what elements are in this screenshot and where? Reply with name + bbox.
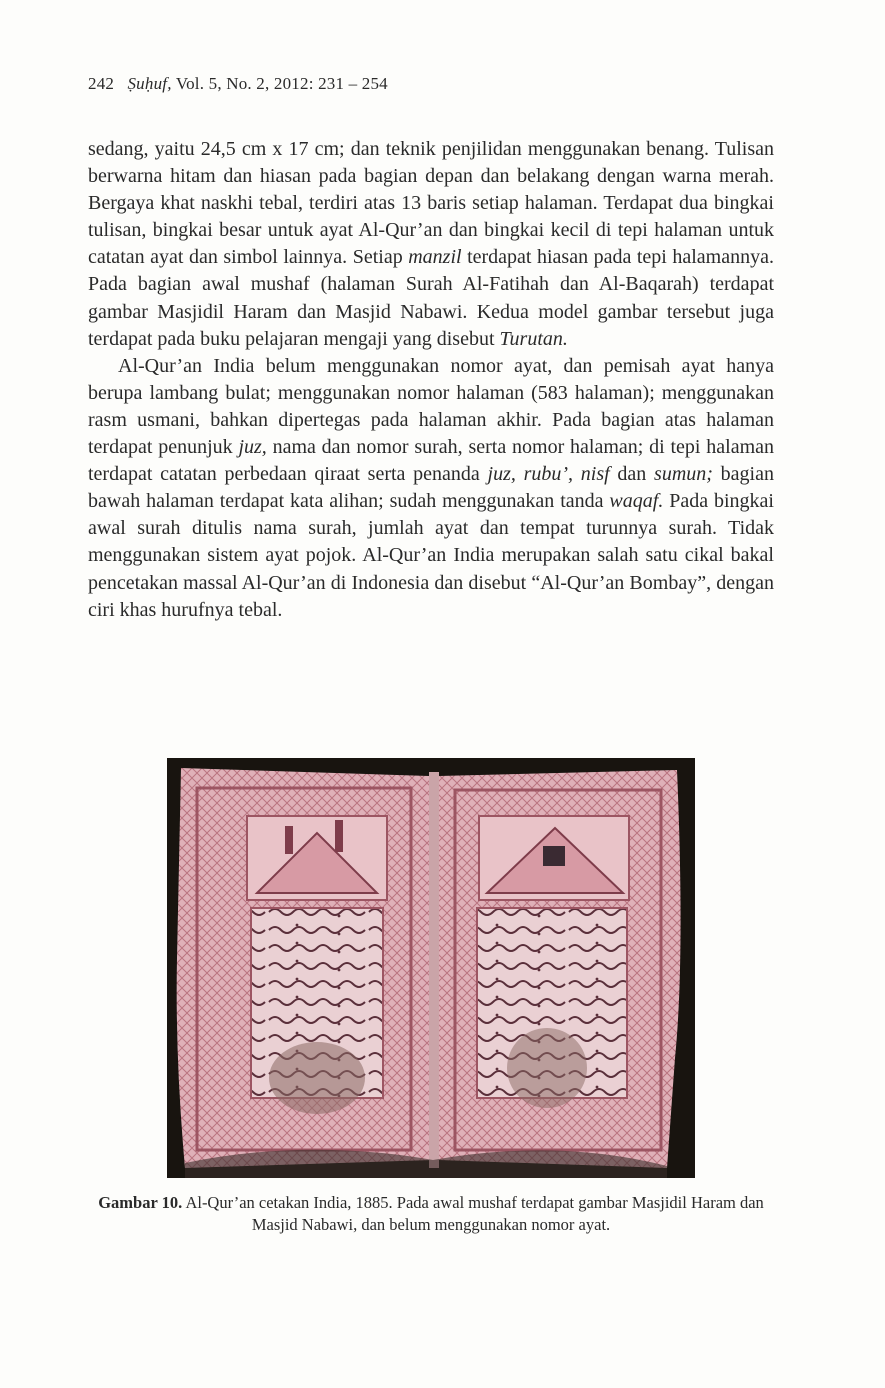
italic-term: waqaf. bbox=[609, 490, 664, 513]
text-run: nama dan nomor surah, serta nomor halaman; di tepi halaman terdapat catatan perbedaan qiraat serta penanda bbox=[88, 436, 774, 486]
text-run: sedang, yaitu 24,5 cm x 17 cm; dan teknik penjilidan menggunakan benang. Tulisan berwarna hitam dan hiasan pada bagian depan dan belakang dengan warna merah. Bergaya khat naskhi tebal, terdiri atas 13 baris setiap halaman. Terdapat dua bingkai tulisan, bingkai besar untuk ayat Al-Qur’an dan bingkai kecil di tepi halaman untuk catatan ayat dan simbol lainnya. Setiap bbox=[88, 138, 774, 269]
text-run: bagian bawah halaman terdapat kata alihan; sudah menggunakan tanda bbox=[88, 463, 774, 513]
quran-manuscript-illustration bbox=[167, 758, 695, 1178]
paragraph bbox=[88, 353, 774, 624]
paragraph bbox=[88, 136, 774, 353]
page-number: 242 bbox=[88, 74, 115, 93]
text-run: terdapat hiasan pada tepi halamannya. Pada bagian awal mushaf (halaman Surah Al-Fatihah dan Al-Baqarah) terdapat gambar Masjidil Haram dan Masjid Nabawi. Kedua model gambar tersebut juga terdapat pada buku pelajaran mengaji yang disebut bbox=[88, 246, 774, 350]
text-run: Pada bingkai awal surah ditulis nama surah, jumlah ayat dan tempat turunnya surah. Tidak menggunakan sistem ayat pojok. Al-Qur’an India merupakan salah satu cikal bakal pencetakan massal Al-Qur’an di Indonesia dan disebut “Al-Qur’an Bombay”, dengan ciri khas hurufnya tebal. bbox=[88, 490, 774, 621]
italic-term: sumun; bbox=[654, 463, 713, 486]
text-run: dan bbox=[609, 463, 655, 486]
italic-term: juz, bbox=[238, 436, 267, 459]
figure-image bbox=[167, 758, 695, 1178]
running-header bbox=[88, 74, 388, 94]
caption-text: Al-Qur’an cetakan India, 1885. Pada awal mushaf terdapat gambar Masjidil Haram dan Masjid Nabawi, dan belum menggunakan nomor ayat. bbox=[185, 1193, 764, 1234]
body-text bbox=[88, 136, 774, 624]
italic-term: Turutan. bbox=[499, 327, 568, 350]
italic-term: manzil bbox=[408, 246, 462, 269]
italic-term: juz, rubu’, nisf bbox=[487, 463, 610, 486]
citation: Vol. 5, No. 2, 2012: 231 – 254 bbox=[175, 74, 388, 93]
figure-caption bbox=[88, 1192, 774, 1236]
caption-label: Gambar 10. bbox=[98, 1193, 183, 1212]
journal-name: Ṣuḥuf, bbox=[127, 74, 172, 93]
text-run: Al-Qur’an India belum menggunakan nomor ayat, dan pemisah ayat hanya berupa lambang bulat; menggunakan nomor halaman (583 halaman); menggunakan rasm usmani, bahkan dipertegas pada halaman akhir. Pada bagian atas halaman terdapat penunjuk bbox=[88, 354, 774, 459]
